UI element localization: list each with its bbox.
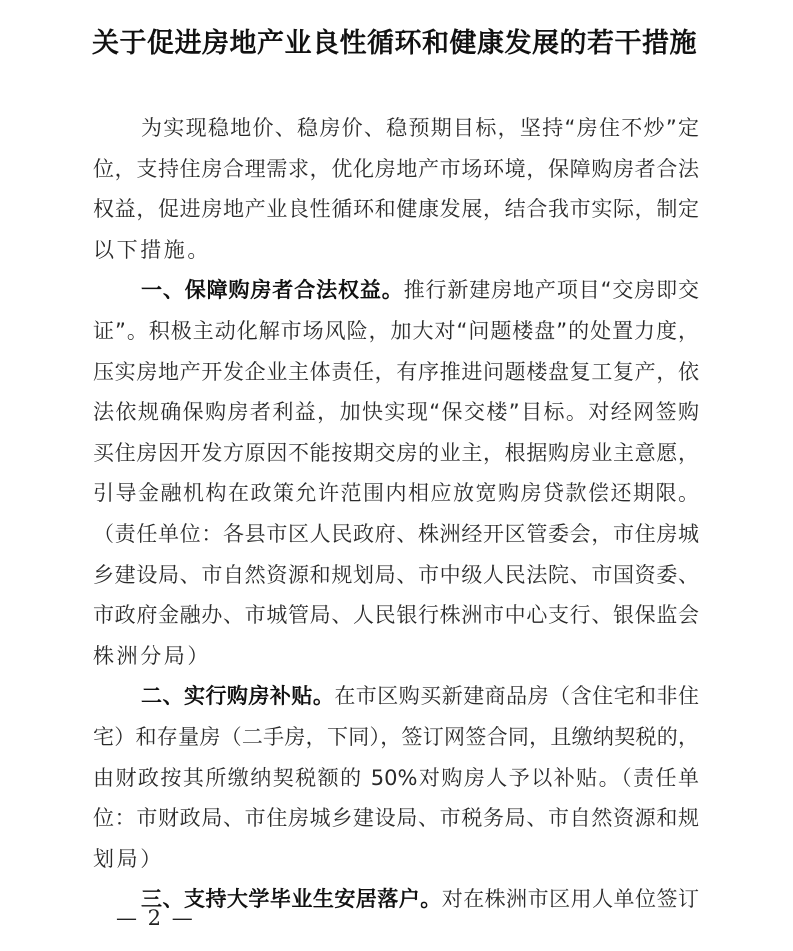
section-1-heading: 一、保障购房者合法权益。 — [141, 278, 404, 303]
section-3-text: 对在株洲市区用人单位签订 — [441, 887, 699, 912]
section-2-line: 宅）和存量房（二手房，下同），签订网签合同，且缴纳契税的， — [93, 724, 699, 749]
section-2-line: 由财政按其所缴纳契税额的 50%对购房人予以补贴。（责任单 — [93, 765, 699, 790]
section-1-line: 证”。积极主动化解市场风险，加大对“问题楼盘”的处置力度， — [93, 318, 699, 343]
section-1-text: 推行新建房地产项目“交房即交 — [403, 278, 700, 303]
section-1-line: 引导金融机构在政策允许范围内相应放宽购房贷款偿还期限。 — [93, 481, 699, 506]
intro-line: 为实现稳地价、稳房价、稳预期目标，坚持“房住不炒”定 — [141, 116, 699, 140]
section-1-line: 买住房因开发方原因不能按期交房的业主，根据购房业主意愿， — [93, 440, 699, 465]
section-1-line: 市政府金融办、市城管局、人民银行株洲市中心支行、银保监会 — [93, 603, 699, 628]
section-1-line: （责任单位：各县市区人民政府、株洲经开区管委会，市住房城 — [93, 521, 699, 546]
section-2-text: 在市区购买新建商品房（含住宅和非住 — [334, 684, 700, 709]
intro-line: 权益，促进房地产业良性循环和健康发展，结合我市实际，制定 — [93, 197, 699, 222]
section-1-first-line — [93, 270, 699, 311]
section-2-first-line — [93, 676, 699, 717]
section-2-heading: 二、实行购房补贴。 — [141, 684, 335, 709]
document-title: 关于促进房地产业良性循环和健康发展的若干措施 — [92, 28, 697, 59]
section-2-line: 划局） — [93, 846, 164, 871]
page-number: — 2 — — [116, 906, 195, 930]
intro-line: 位，支持住房合理需求，优化房地产市场环境，保障购房者合法 — [93, 156, 699, 181]
section-1-line: 法依规确保购房者利益，加快实现“保交楼”目标。对经网签购 — [93, 400, 699, 425]
section-1-line: 乡建设局、市自然资源和规划局、市中级人民法院、市国资委、 — [93, 562, 699, 587]
section-3-heading: 三、支持大学毕业生安居落户。 — [141, 887, 442, 912]
intro-line: 以下措施。 — [93, 237, 211, 262]
section-2-line: 位：市财政局、市住房城乡建设局、市税务局、市自然资源和规 — [93, 806, 699, 831]
section-1-line: 株洲分局） — [93, 643, 211, 668]
document-body — [93, 108, 699, 920]
section-1-line: 压实房地产开发企业主体责任，有序推进问题楼盘复工复产，依 — [93, 359, 699, 384]
